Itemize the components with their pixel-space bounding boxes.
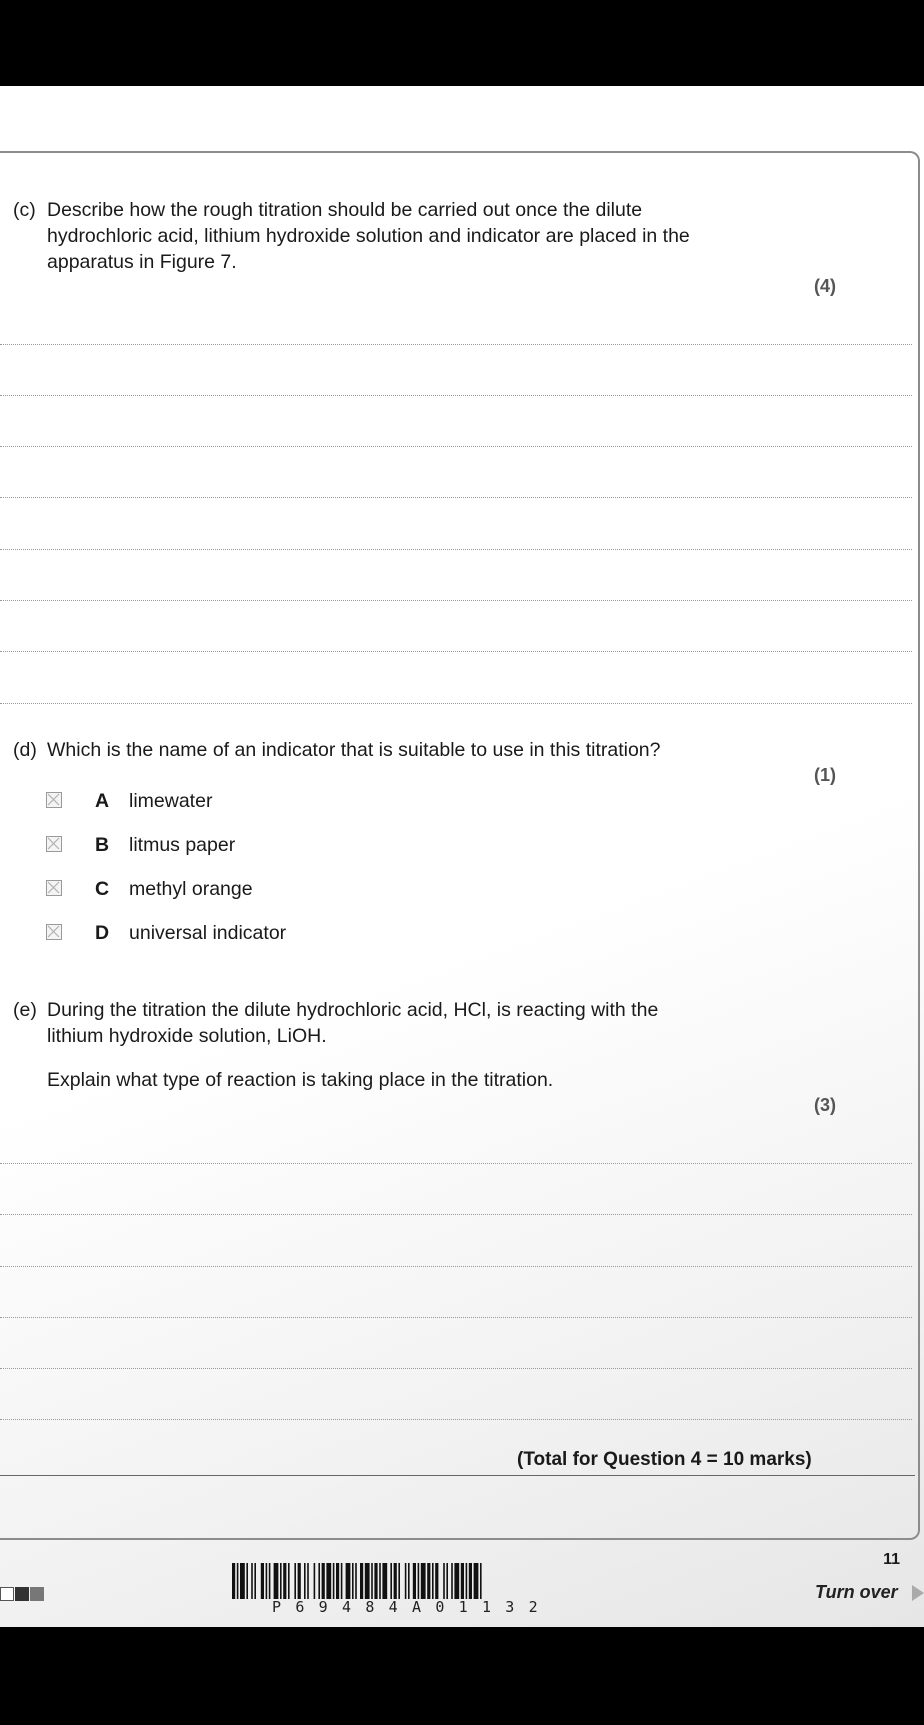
answer-line[interactable] bbox=[0, 703, 912, 704]
answer-line[interactable] bbox=[0, 1368, 912, 1369]
answer-line[interactable] bbox=[0, 1163, 912, 1164]
answer-line[interactable] bbox=[0, 651, 912, 652]
barcode-bar bbox=[435, 1563, 438, 1599]
option-c-letter: C bbox=[95, 878, 110, 900]
barcode-bar bbox=[307, 1563, 309, 1599]
barcode-bar bbox=[427, 1563, 430, 1599]
option-b-text: litmus paper bbox=[129, 834, 236, 856]
cross-box-icon bbox=[47, 837, 60, 850]
barcode-bar bbox=[374, 1563, 377, 1599]
cross-box-icon bbox=[47, 925, 60, 938]
barcode-bar bbox=[298, 1563, 301, 1599]
option-c-text: methyl orange bbox=[129, 878, 253, 900]
barcode-bar bbox=[432, 1563, 434, 1599]
barcode-bar bbox=[341, 1563, 343, 1599]
answer-line[interactable] bbox=[0, 446, 912, 447]
cross-box-icon bbox=[47, 881, 60, 894]
cross-box-icon bbox=[47, 793, 60, 806]
barcode-bar bbox=[360, 1563, 363, 1599]
answer-line[interactable] bbox=[0, 1266, 912, 1267]
question-c-marks: (4) bbox=[814, 276, 836, 296]
barcode-bar bbox=[398, 1563, 400, 1599]
question-d-label: (d) bbox=[13, 739, 37, 761]
question-e-marks: (3) bbox=[814, 1095, 836, 1115]
barcode-bar bbox=[254, 1563, 256, 1599]
barcode-bar bbox=[246, 1563, 248, 1599]
registration-mark bbox=[15, 1587, 29, 1601]
answer-line[interactable] bbox=[0, 549, 912, 550]
question-e-line-3: Explain what type of reaction is taking place in the titration. bbox=[47, 1069, 554, 1091]
barcode-bar bbox=[365, 1563, 370, 1599]
barcode-bar bbox=[454, 1563, 459, 1599]
barcode-bar bbox=[421, 1563, 426, 1599]
answer-line[interactable] bbox=[0, 1317, 912, 1318]
barcode-bar bbox=[451, 1563, 453, 1599]
question-e-line-1: During the titration the dilute hydrochloric acid, HCl, is reacting with the bbox=[47, 999, 659, 1021]
turn-over-label: Turn over bbox=[815, 1582, 898, 1602]
barcode-bar bbox=[266, 1563, 268, 1599]
question-c-line-3: apparatus in Figure 7. bbox=[47, 251, 237, 273]
barcode-bar bbox=[480, 1563, 482, 1599]
barcode-bar bbox=[318, 1563, 320, 1599]
barcode-bar bbox=[474, 1563, 479, 1599]
option-d-letter: D bbox=[95, 922, 110, 944]
barcode-bar bbox=[446, 1563, 448, 1599]
barcode-bar bbox=[382, 1563, 387, 1599]
barcode-text: P69484A01132 bbox=[272, 1598, 552, 1616]
barcode-bar bbox=[346, 1563, 351, 1599]
barcode-bar bbox=[333, 1563, 335, 1599]
question-total: (Total for Question 4 = 10 marks) bbox=[517, 1449, 812, 1470]
registration-mark bbox=[0, 1587, 14, 1601]
barcode bbox=[232, 1563, 660, 1599]
question-d-marks: (1) bbox=[814, 765, 836, 785]
question-c-label: (c) bbox=[13, 199, 36, 221]
registration-mark bbox=[30, 1587, 44, 1601]
question-c-text bbox=[47, 197, 767, 275]
option-d-text: universal indicator bbox=[129, 922, 287, 944]
question-e-text bbox=[47, 997, 767, 1093]
page-number: 11 bbox=[883, 1551, 900, 1568]
barcode-bar bbox=[405, 1563, 407, 1599]
barcode-bar bbox=[461, 1563, 464, 1599]
barcode-bar bbox=[261, 1563, 264, 1599]
barcode-bar bbox=[418, 1563, 420, 1599]
barcode-bar bbox=[304, 1563, 306, 1599]
barcode-bar bbox=[394, 1563, 397, 1599]
question-d-text: Which is the name of an indicator that is suitable to use in this titration? bbox=[47, 739, 661, 761]
turn-over-arrow-icon bbox=[912, 1585, 924, 1601]
checkbox-d[interactable] bbox=[46, 924, 62, 940]
barcode-bar bbox=[408, 1563, 410, 1599]
answer-line[interactable] bbox=[0, 1214, 912, 1215]
barcode-bar bbox=[237, 1563, 239, 1599]
answer-line[interactable] bbox=[0, 600, 912, 601]
barcode-bar bbox=[371, 1563, 373, 1599]
option-a-letter: A bbox=[95, 790, 110, 812]
barcode-bar bbox=[322, 1563, 325, 1599]
total-rule bbox=[0, 1475, 915, 1476]
answer-line[interactable] bbox=[0, 344, 912, 345]
answer-line[interactable] bbox=[0, 395, 912, 396]
barcode-bar bbox=[240, 1563, 245, 1599]
option-a-text: limewater bbox=[129, 790, 213, 812]
question-e-line-2: lithium hydroxide solution, LiOH. bbox=[47, 1025, 327, 1047]
option-b-letter: B bbox=[95, 834, 110, 856]
barcode-bar bbox=[326, 1563, 331, 1599]
barcode-bar bbox=[413, 1563, 416, 1599]
exam-page bbox=[0, 86, 924, 1627]
barcode-bar bbox=[336, 1563, 339, 1599]
barcode-bar bbox=[288, 1563, 290, 1599]
barcode-bar bbox=[469, 1563, 472, 1599]
barcode-bar bbox=[274, 1563, 279, 1599]
barcode-bar bbox=[283, 1563, 286, 1599]
question-c-line-1: Describe how the rough titration should be carried out once the dilute bbox=[47, 199, 643, 221]
barcode-bar bbox=[466, 1563, 468, 1599]
question-c-line-2: hydrochloric acid, lithium hydroxide solution and indicator are placed in the bbox=[47, 225, 690, 247]
barcode-bar bbox=[232, 1563, 235, 1599]
barcode-bar bbox=[280, 1563, 282, 1599]
barcode-bar bbox=[379, 1563, 381, 1599]
barcode-bar bbox=[390, 1563, 392, 1599]
checkbox-b[interactable] bbox=[46, 836, 62, 852]
question-e-label: (e) bbox=[13, 999, 37, 1021]
barcode-bar bbox=[355, 1563, 357, 1599]
barcode-bar bbox=[251, 1563, 253, 1599]
barcode-bar bbox=[314, 1563, 316, 1599]
checkbox-c[interactable] bbox=[46, 880, 62, 896]
barcode-bar bbox=[294, 1563, 296, 1599]
answer-line[interactable] bbox=[0, 497, 912, 498]
answer-line[interactable] bbox=[0, 1419, 912, 1420]
barcode-bar bbox=[352, 1563, 354, 1599]
barcode-bar bbox=[269, 1563, 271, 1599]
checkbox-a[interactable] bbox=[46, 792, 62, 808]
barcode-bar bbox=[443, 1563, 445, 1599]
